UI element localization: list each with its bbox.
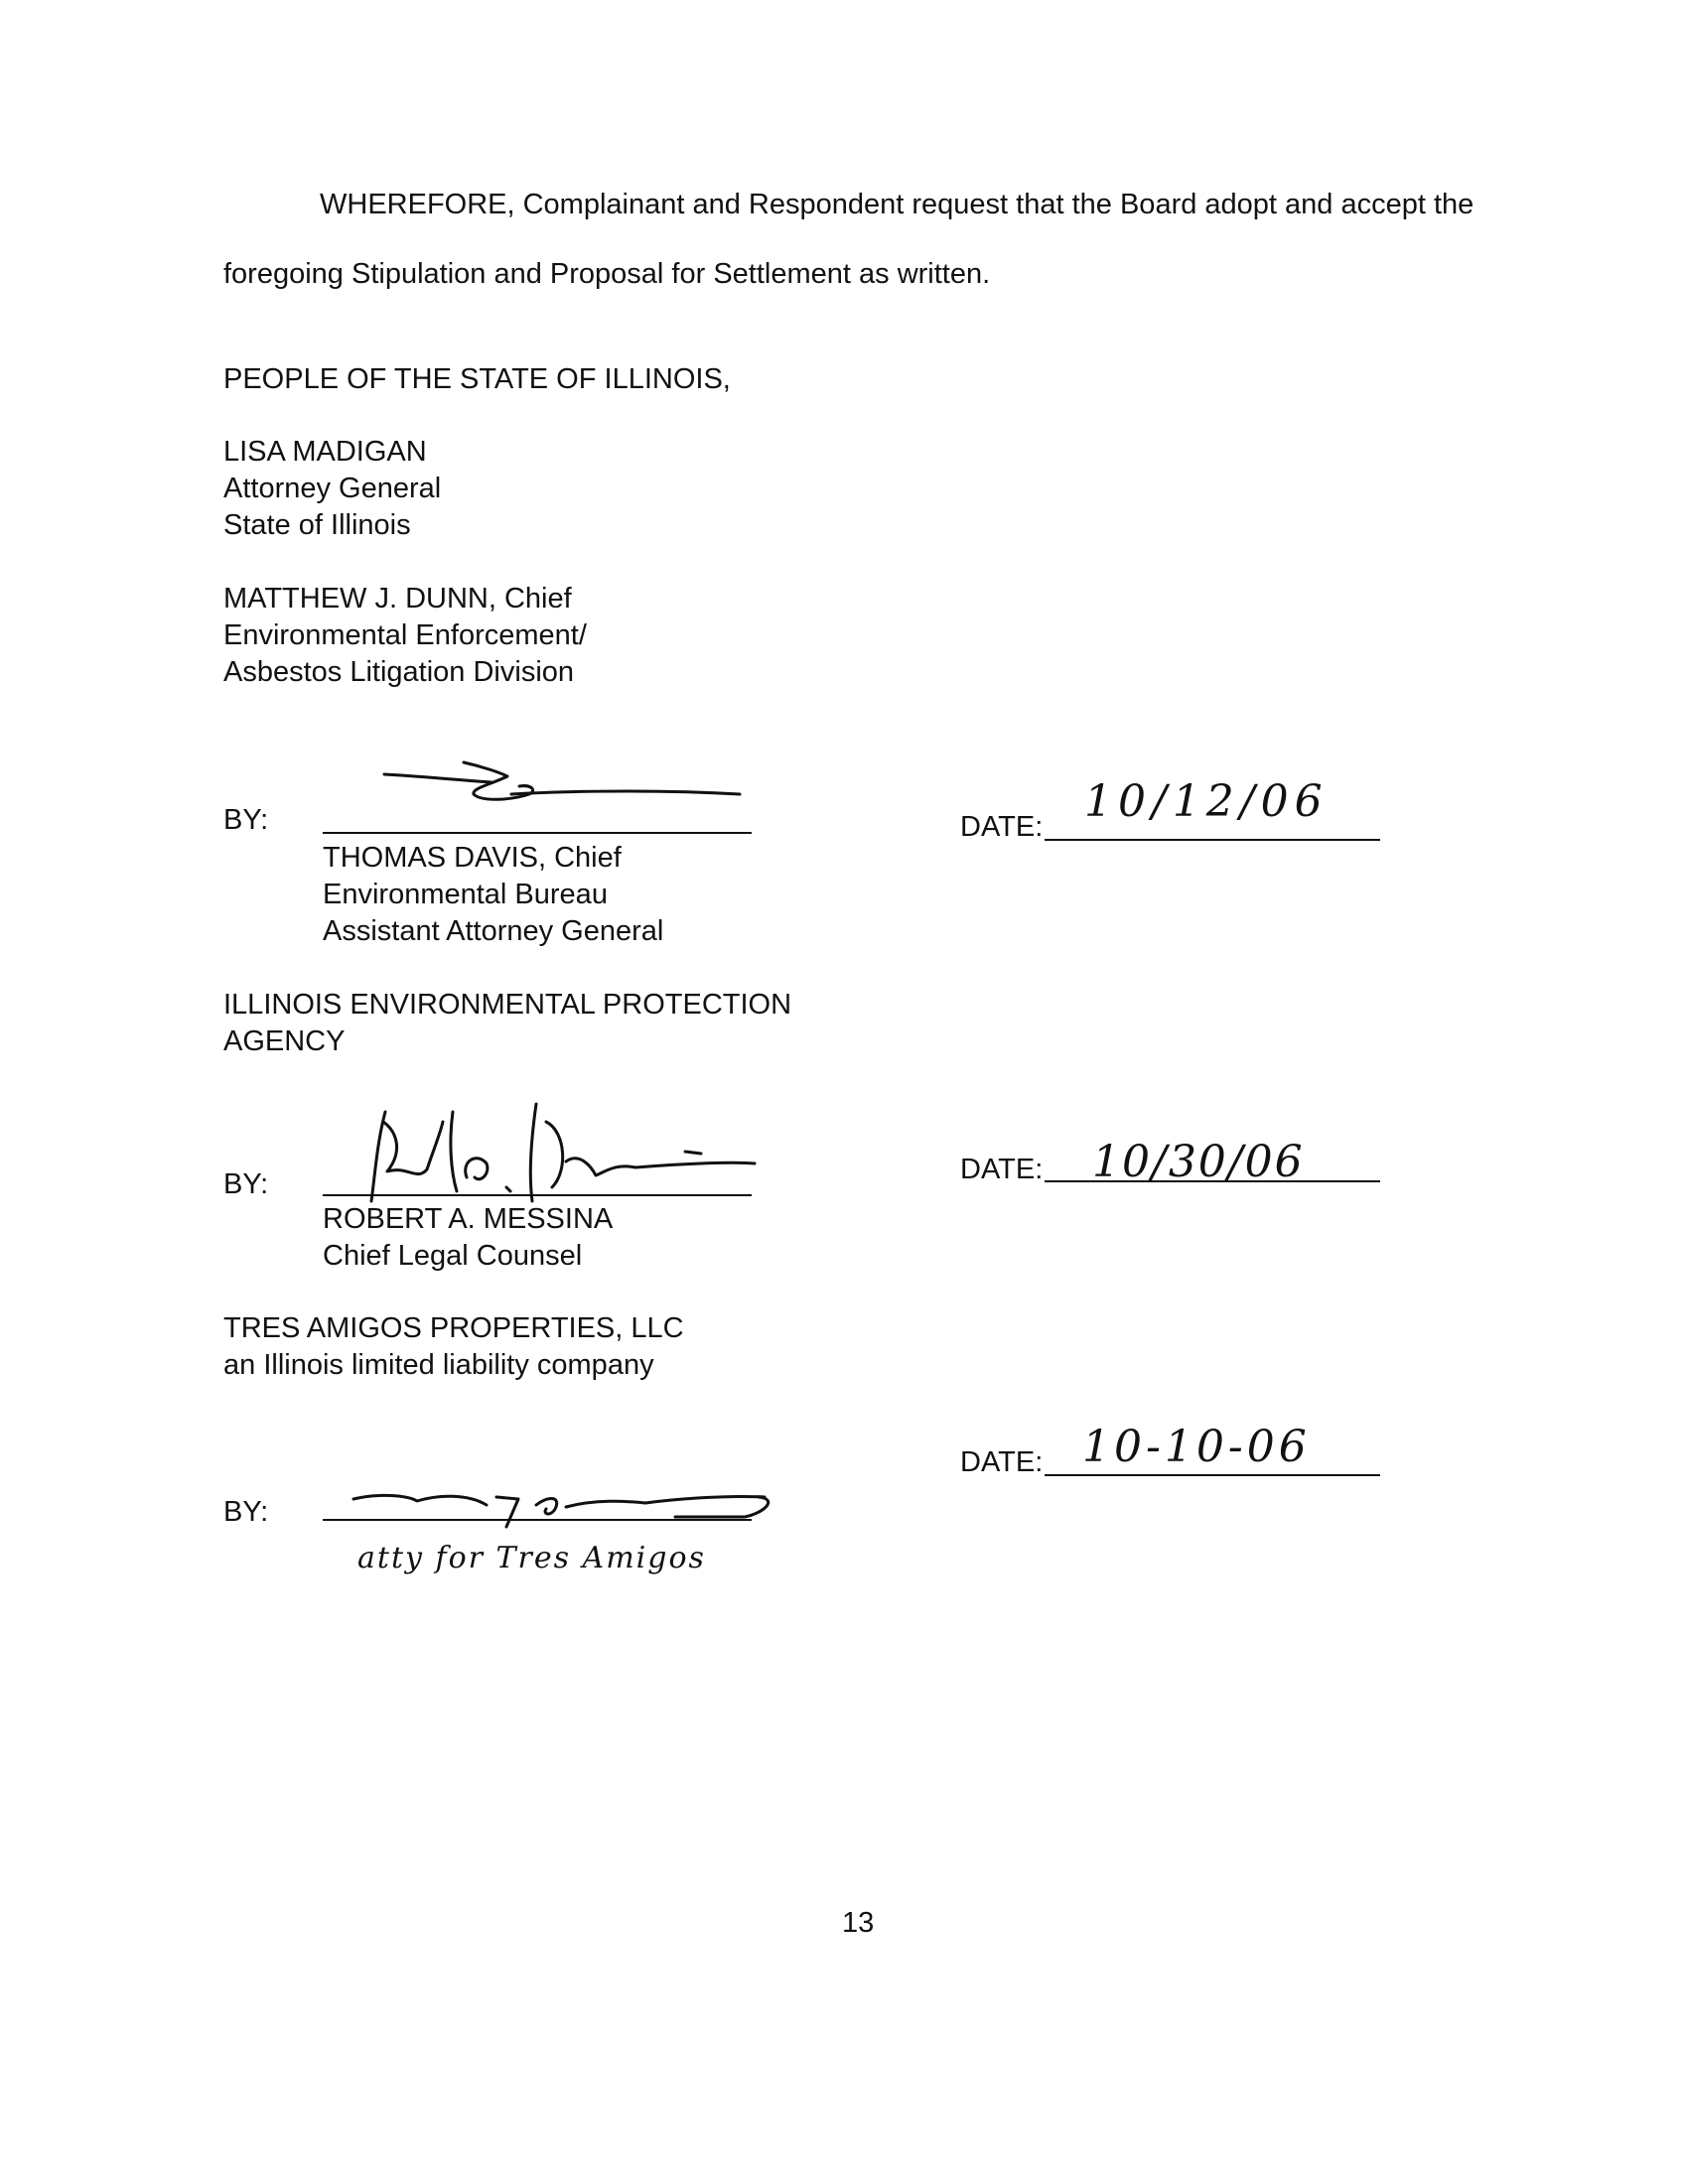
epa-date-label: DATE: — [960, 1154, 1044, 1185]
davis-bureau: Environmental Bureau — [323, 879, 608, 910]
ag-name: LISA MADIGAN — [223, 436, 427, 468]
davis-name: THOMAS DAVIS, Chief — [323, 842, 622, 874]
wherefore-line-2: foregoing Stipulation and Proposal for Settlement as written. — [223, 258, 991, 290]
chief-division-1: Environmental Enforcement/ — [223, 619, 587, 651]
people-date-line — [1045, 839, 1380, 841]
page-number: 13 — [842, 1907, 875, 1939]
respondent-signature-line — [323, 1519, 752, 1521]
messina-signature — [357, 1092, 794, 1211]
respondent-heading-1: TRES AMIGOS PROPERTIES, LLC — [223, 1312, 684, 1344]
ag-state: State of Illinois — [223, 509, 411, 541]
epa-by-label: BY: — [223, 1168, 269, 1200]
people-by-label: BY: — [223, 804, 269, 836]
epa-heading-1: ILLINOIS ENVIRONMENTAL PROTECTION — [223, 989, 792, 1021]
respondent-by-label: BY: — [223, 1496, 269, 1528]
people-date-handwritten: 10/12/06 — [1084, 776, 1329, 827]
people-date-label: DATE: — [960, 811, 1044, 843]
epa-heading-2: AGENCY — [223, 1025, 346, 1057]
people-heading: PEOPLE OF THE STATE OF ILLINOIS, — [223, 363, 731, 395]
respondent-date-handwritten: 10-10-06 — [1082, 1422, 1311, 1472]
chief-name: MATTHEW J. DUNN, Chief — [223, 583, 572, 614]
messina-name: ROBERT A. MESSINA — [323, 1203, 614, 1235]
epa-signature-line — [323, 1194, 752, 1196]
respondent-date-label: DATE: — [960, 1446, 1044, 1478]
respondent-signature — [348, 1477, 824, 1537]
respondent-date-line — [1045, 1474, 1380, 1476]
messina-title: Chief Legal Counsel — [323, 1240, 583, 1272]
people-signature-line — [323, 832, 752, 834]
ag-title: Attorney General — [223, 473, 442, 504]
epa-date-line — [1045, 1180, 1380, 1182]
chief-division-2: Asbestos Litigation Division — [223, 656, 575, 688]
davis-title: Assistant Attorney General — [323, 915, 664, 947]
wherefore-line-1: WHEREFORE, Complainant and Respondent request that the Board adopt and accept the — [320, 189, 1474, 220]
epa-date-handwritten: 10/30/06 — [1092, 1137, 1305, 1187]
davis-signature — [382, 754, 819, 814]
respondent-handwritten-note: atty for Tres Amigos — [357, 1541, 706, 1575]
respondent-heading-2: an Illinois limited liability company — [223, 1349, 654, 1381]
